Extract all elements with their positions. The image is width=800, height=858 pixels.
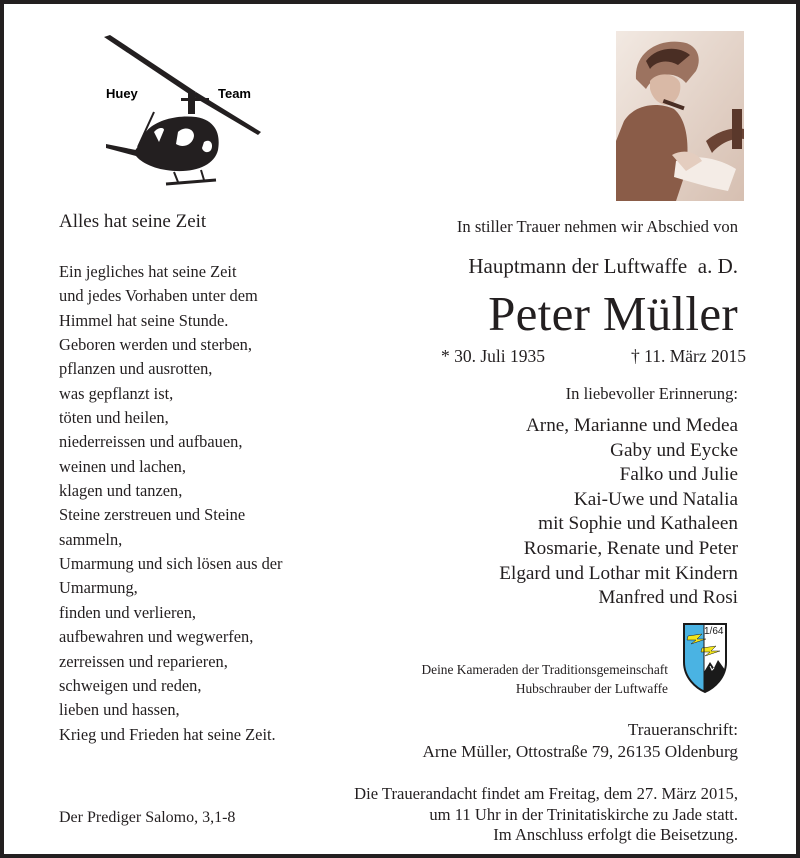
memory-label: In liebevoller Erinnerung: xyxy=(565,384,738,403)
crest-label: 1/64 xyxy=(704,626,724,637)
mourner-line: Manfred und Rosi xyxy=(598,587,738,609)
comrades-line: Hubschrauber der Luftwaffe xyxy=(515,681,668,696)
poem-line: pflanzen und ausrotten, xyxy=(59,359,213,379)
poem-line: weinen und lachen, xyxy=(59,456,186,476)
helicopter-icon xyxy=(96,32,266,192)
comrades-line: Deine Kameraden der Traditionsgemeinschaft xyxy=(421,662,668,677)
huey-team-logo xyxy=(96,32,266,192)
mourner-line: Falko und Julie xyxy=(619,464,738,486)
birth-date: * 30. Juli 1935 xyxy=(441,346,546,366)
poem-text xyxy=(59,260,283,747)
comrades-signature xyxy=(421,660,668,698)
poem-line: Geboren werden und sterben, xyxy=(59,335,252,355)
death-date: † 11. März 2015 xyxy=(630,346,746,366)
portrait-photo xyxy=(616,31,744,201)
deceased-rank: Hauptmann der Luftwaffe a. D. xyxy=(468,254,738,278)
notice-intro: In stiller Trauer nehmen wir Abschied von xyxy=(456,217,738,236)
mourner-line: Kai-Uwe und Natalia xyxy=(573,488,738,510)
poem-line: Steine zerstreuen und Steine xyxy=(59,505,246,525)
mourner-line: mit Sophie und Kathaleen xyxy=(538,513,738,535)
deceased-name: Peter Müller xyxy=(488,286,738,341)
poem-line: finden und verlieren, xyxy=(59,602,196,622)
logo-word-left: Huey xyxy=(106,86,138,101)
poem-line: Umarmung und sich lösen aus der xyxy=(59,554,283,574)
poem-line: niederreissen und aufbauen, xyxy=(59,432,243,452)
service-info xyxy=(354,784,738,846)
mourning-address: Arne Müller, Ottostraße 79, 26135 Oldenburg xyxy=(422,742,738,761)
mourner-line: Gaby und Eycke xyxy=(610,439,738,461)
poem-line: klagen und tanzen, xyxy=(59,481,183,501)
poem-line: und jedes Vorhaben unter dem xyxy=(59,286,258,306)
poem-line: töten und heilen, xyxy=(59,408,169,428)
service-line: Im Anschluss erfolgt die Beisetzung. xyxy=(493,825,738,844)
poem-line: was gepflanzt ist, xyxy=(59,383,174,403)
poem-line: Ein jegliches hat seine Zeit xyxy=(59,262,237,281)
poem-line: aufbewahren und wegwerfen, xyxy=(59,627,254,647)
poem-line: zerreissen und reparieren, xyxy=(59,651,228,671)
poem-line: sammeln, xyxy=(59,529,123,549)
logo-word-right: Team xyxy=(218,86,251,101)
poem-line: Himmel hat seine Stunde. xyxy=(59,310,229,330)
mourner-line: Elgard und Lothar mit Kindern xyxy=(499,562,738,584)
address-label: Traueranschrift: xyxy=(627,720,738,739)
poem-line: lieben und hassen, xyxy=(59,700,180,720)
poem-source: Der Prediger Salomo, 3,1-8 xyxy=(59,809,236,826)
service-line: Die Trauerandacht findet am Freitag, dem 27. März 2015, xyxy=(354,784,738,803)
poem-line: Krieg und Frieden hat seine Zeit. xyxy=(59,724,276,744)
mourner-line: Arne, Marianne und Medea xyxy=(525,415,738,436)
service-line: um 11 Uhr in der Trinitatiskirche zu Jade statt. xyxy=(429,804,738,824)
poem-line: Umarmung, xyxy=(59,578,138,598)
mourners-list xyxy=(499,414,738,611)
mourner-line: Rosmarie, Renate und Peter xyxy=(523,537,738,559)
poem-line: schweigen und reden, xyxy=(59,675,202,695)
poem-title: Alles hat seine Zeit xyxy=(59,211,207,232)
unit-crest-icon xyxy=(682,622,728,694)
